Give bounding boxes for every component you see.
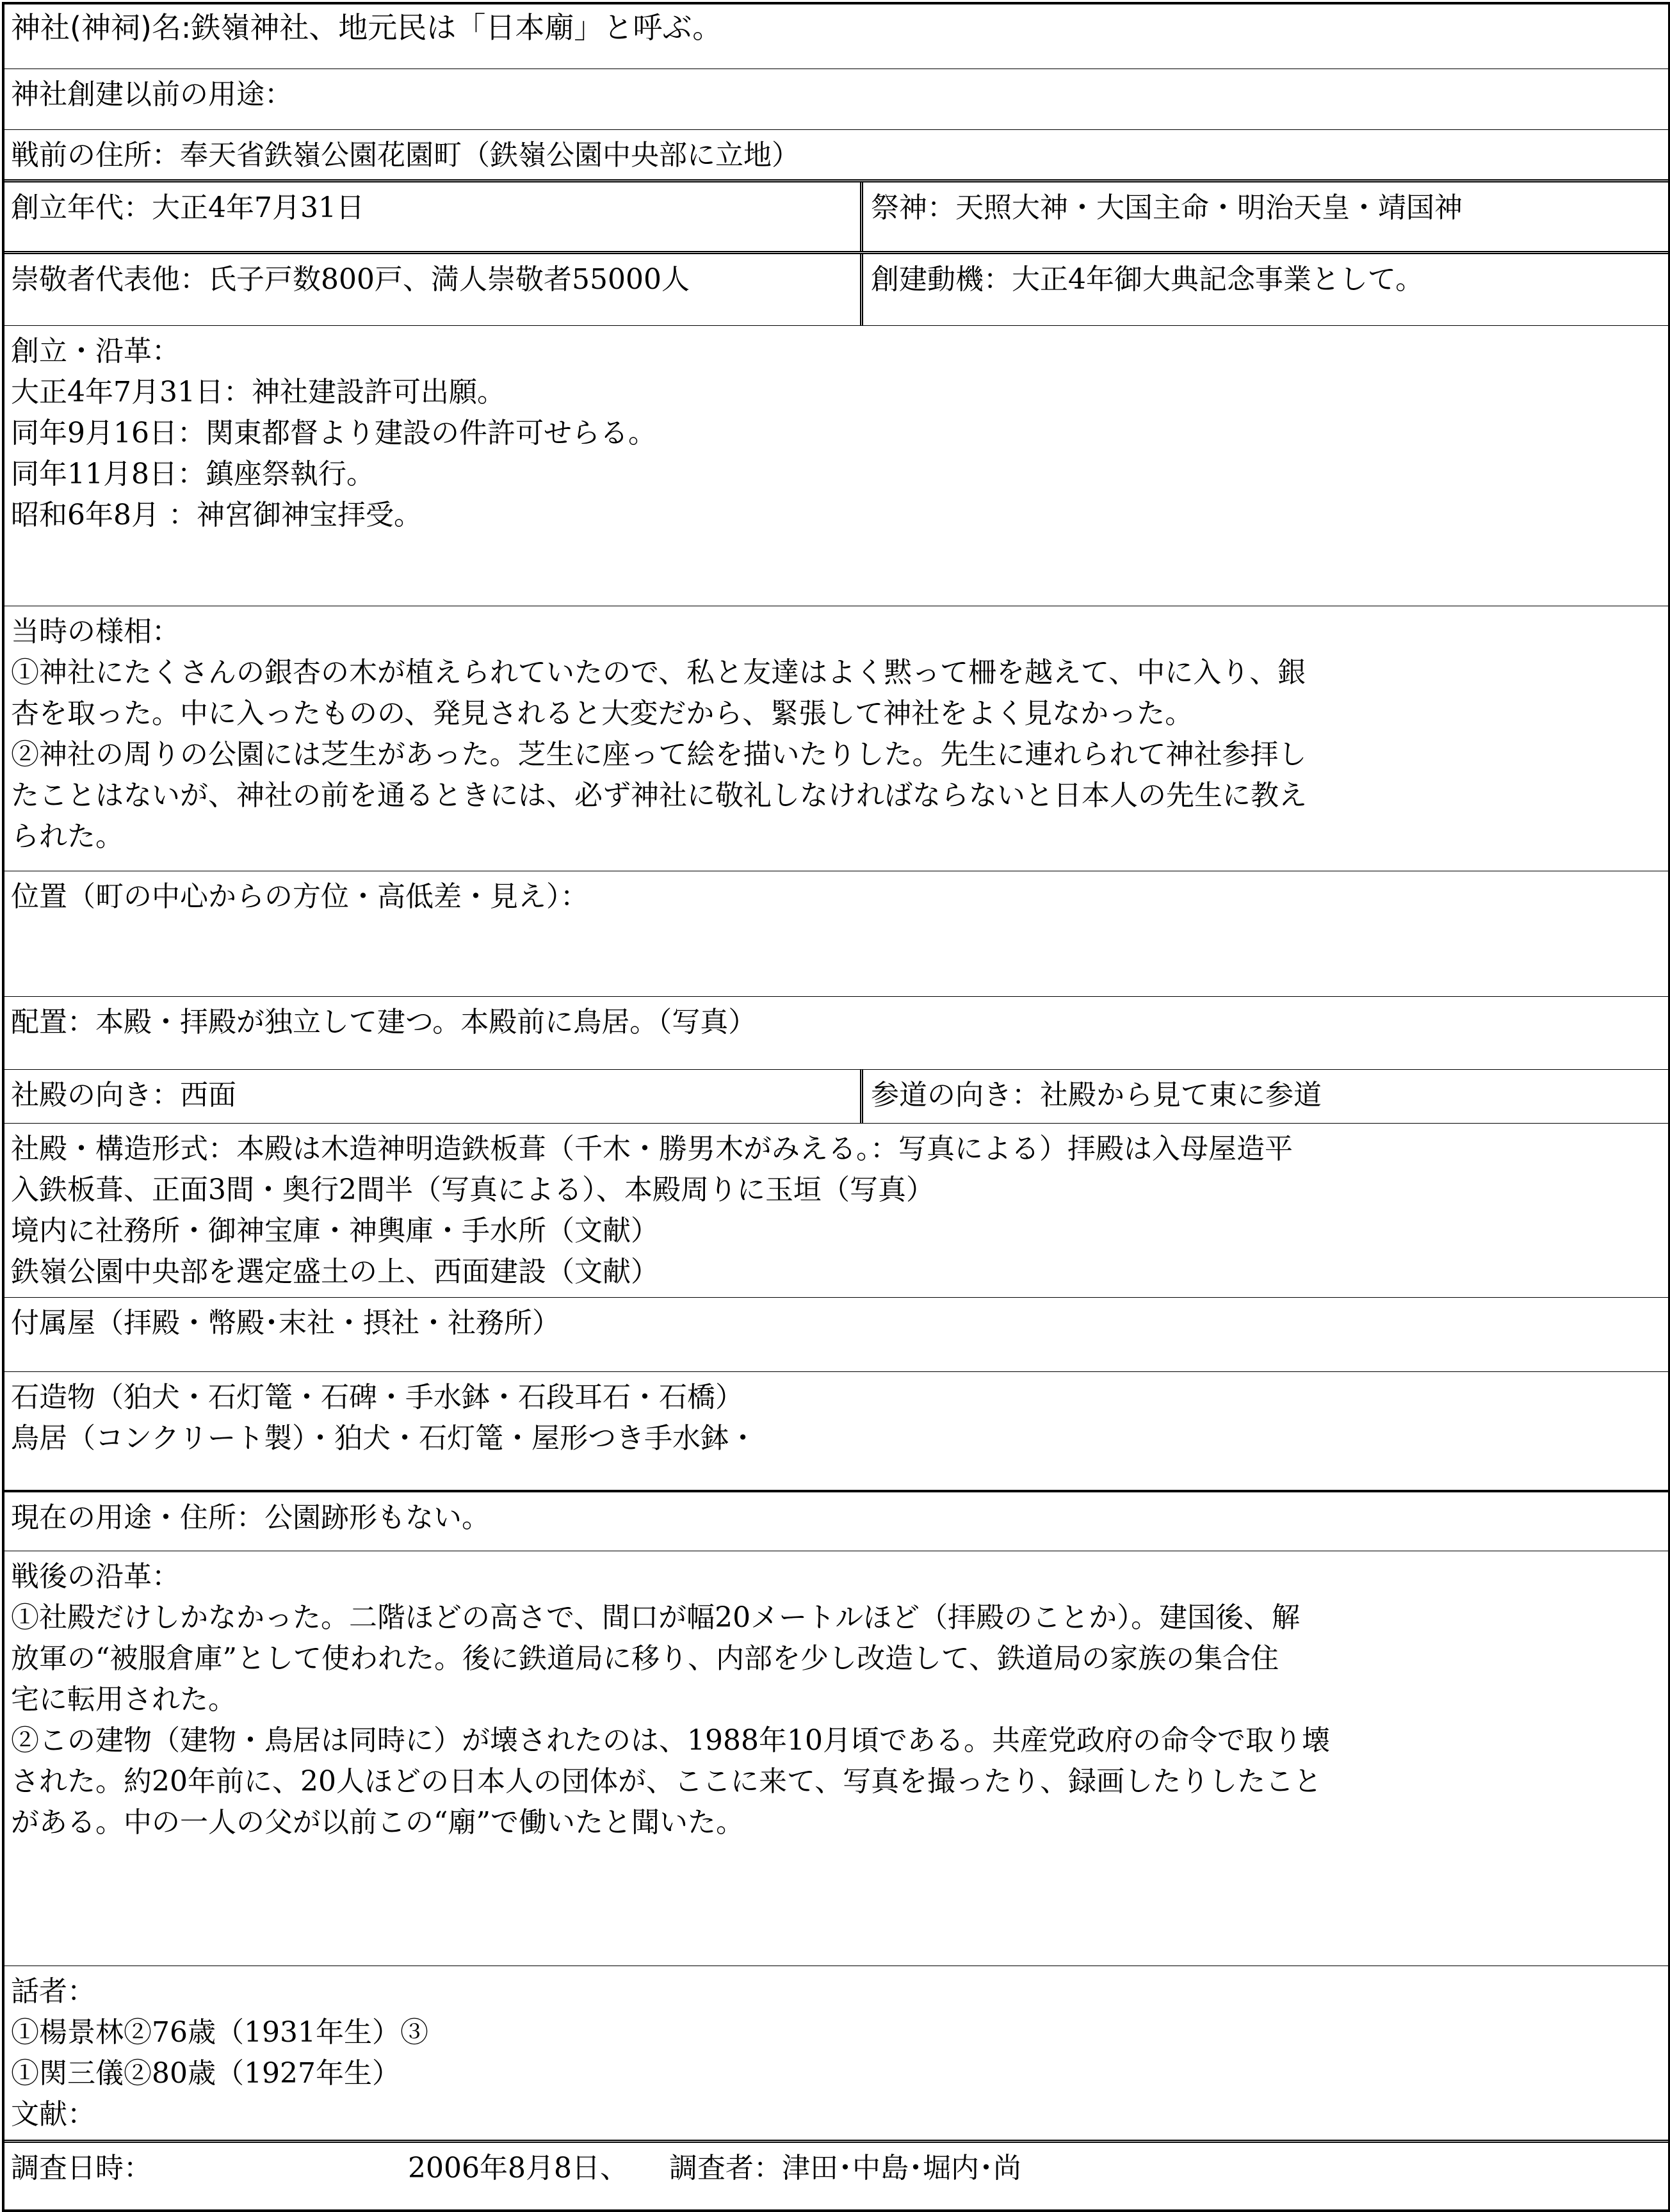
appearance-line: たことはないが、神社の前を通るときには、必ず神社に敬礼しなければならないと日本人の先生に教え — [11, 779, 1307, 812]
speaker-entry: ①関三儀②80歳（1927年生） — [11, 2057, 400, 2090]
annex-field: 付属屋（拝殿・幣殿･末社・摂社・社務所） — [11, 1307, 560, 1339]
shrine-name: 神社(神祠)名:鉄嶺神社、地元民は「日本廟」と呼ぶ。 — [11, 10, 722, 45]
current-use-row — [4, 1492, 1668, 1551]
structure-line: 社殿・構造形式：本殿は木造神明造鉄板葺（千木・勝男木がみえる。：写真による）拝殿は入母屋造平 — [11, 1133, 1293, 1165]
title-row — [4, 4, 1668, 69]
motive-field: 創建動機：大正4年御大典記念事業として。 — [860, 254, 1668, 325]
history-line: 大正4年7月31日：神社建設許可出願。 — [11, 376, 505, 408]
survey-field — [4, 2143, 1668, 2209]
structure-line: 入鉄板葺、正面3間・奥行2間半（写真による）、本殿周りに玉垣（写真） — [11, 1174, 934, 1206]
postwar-line: 宅に転用された。 — [11, 1683, 236, 1716]
pre-use-row — [4, 69, 1668, 130]
appearance-line: られた。 — [11, 820, 124, 853]
survey-date: 2006年8月8日、 — [408, 2152, 628, 2184]
pre-use-field: 神社創建以前の用途： — [11, 78, 293, 111]
location-row — [4, 871, 1668, 997]
history-label: 創立・沿革： — [11, 335, 180, 367]
literature-label: 文献： — [11, 2098, 95, 2131]
prewar-address-field: 戦前の住所：奉天省鉄嶺公園花園町（鉄嶺公園中央部に立地） — [11, 139, 800, 172]
history-row — [4, 326, 1668, 606]
approach-facing-field: 参道の向き：社殿から見て東に参道 — [860, 1070, 1668, 1123]
appearance-line: ①神社にたくさんの銀杏の木が植えられていたので、私と友達はよく黙って柵を越えて、中に入り、銀 — [11, 656, 1306, 689]
history-line: 昭和6年8月 ：神宮御神宝拝受。 — [11, 499, 422, 531]
founding-row — [4, 182, 1668, 254]
postwar-line: 放軍の“被服倉庫”として使われた。後に鉄道局に移り、内部を少し改造して、鉄道局の家族の集合住 — [11, 1642, 1279, 1675]
history-line: 同年9月16日：関東都督より建設の件許可せらる。 — [11, 417, 656, 449]
postwar-line: ②この建物（建物・鳥居は同時に）が壊されたのは、1988年10月頃である。共産党政府の命令で取り壊 — [11, 1724, 1330, 1757]
postwar-line: された。約20年前に、20人ほどの日本人の団体が、ここに来て、写真を撮ったり、録画したりしたこと — [11, 1765, 1322, 1798]
appearance-field — [4, 606, 1668, 871]
history-line: 同年11月8日：鎮座祭執行。 — [11, 458, 375, 490]
appearance-line: ②神社の周りの公園には芝生があった。芝生に座って絵を描いたりした。先生に連れられて神社参拝し — [11, 738, 1307, 771]
deities-field: 祭神：天照大神・大国主命・明治天皇・靖国神 — [860, 182, 1668, 251]
postwar-label: 戦後の沿革： — [11, 1560, 180, 1593]
postwar-row — [4, 1551, 1668, 1966]
worshippers-row — [4, 254, 1668, 326]
postwar-line: ①社殿だけしかなかった。二階ほどの高さで、間口が幅20メートルほど（拝殿のことか）。建国後、解 — [11, 1601, 1301, 1634]
survey-row — [4, 2143, 1668, 2209]
appearance-row — [4, 606, 1668, 871]
appearance-line: 杏を取った。中に入ったものの、発見されると大変だから、緊張して神社をよく見なかった。 — [11, 697, 1194, 730]
layout-row — [4, 997, 1668, 1070]
structure-line: 境内に社務所・御神宝庫・神輿庫・手水所（文献） — [11, 1215, 659, 1247]
stone-field — [4, 1372, 1668, 1490]
shrine-record-sheet — [2, 2, 1670, 2212]
structure-field — [4, 1124, 1668, 1297]
shrine-facing-field: 社殿の向き：西面 — [11, 1079, 236, 1111]
current-use-field: 現在の用途・住所：公園跡形もない。 — [11, 1501, 490, 1534]
postwar-line: がある。中の一人の父が以前この“廟”で働いたと聞いた。 — [11, 1806, 744, 1839]
location-field: 位置（町の中心からの方位・高低差・見え）： — [11, 880, 588, 913]
survey-date-label: 調査日時： — [11, 2152, 152, 2184]
annex-row — [4, 1298, 1668, 1372]
stone-row — [4, 1372, 1668, 1492]
history-field — [4, 326, 1668, 606]
speakers-row — [4, 1966, 1668, 2143]
appearance-label: 当時の様相： — [11, 615, 180, 648]
facing-row — [4, 1070, 1668, 1124]
speaker-entry: ①楊景林②76歳（1931年生）③ — [11, 2016, 428, 2049]
stone-line: 鳥居（コンクリート製）・狛犬・石灯篭・屋形つき手水鉢・ — [11, 1422, 758, 1455]
speakers-field — [4, 1966, 1668, 2140]
prewar-address-row — [4, 130, 1668, 182]
structure-line: 鉄嶺公園中央部を選定盛土の上、西面建設（文献） — [11, 1255, 659, 1288]
founding-date-field: 創立年代：大正4年7月31日 — [11, 191, 364, 224]
postwar-field — [4, 1551, 1668, 1966]
stone-line: 石造物（狛犬・石灯篭・石碑・手水鉢・石段耳石・石橋） — [11, 1381, 743, 1414]
layout-field: 配置：本殿・拝殿が独立して建つ。本殿前に鳥居。（写真） — [11, 1006, 757, 1038]
speakers-label: 話者： — [11, 1975, 95, 2008]
surveyors: 調査者：津田･中島･堀内･尚 — [669, 2152, 1021, 2184]
worshippers-field: 崇敬者代表他：氏子戸数800戸、満人崇敬者55000人 — [11, 263, 690, 296]
structure-row — [4, 1124, 1668, 1298]
